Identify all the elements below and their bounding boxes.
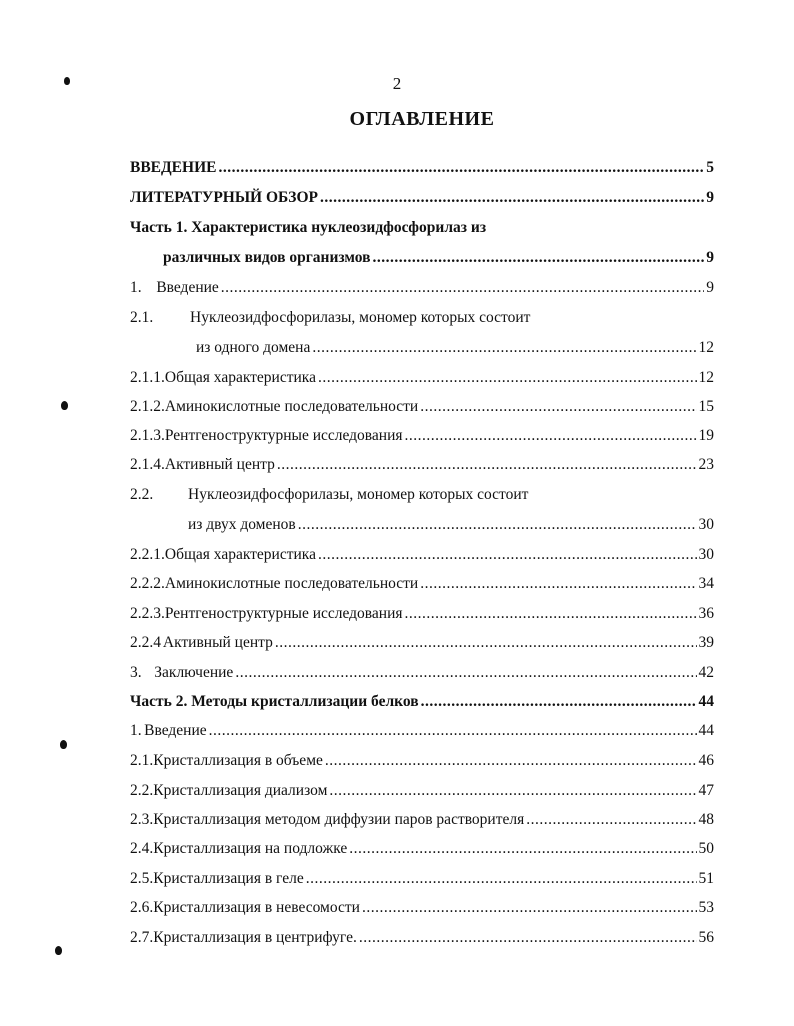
toc-leader (526, 809, 696, 831)
toc-entry-page: 30 (698, 516, 714, 533)
toc-entry-text: Введение (156, 279, 219, 296)
toc-entry-page: 9 (706, 249, 714, 266)
toc-entry-page: 9 (706, 189, 714, 206)
toc-entry-page: 19 (698, 427, 714, 444)
toc-entry (130, 544, 714, 566)
toc-entry-page: 5 (706, 159, 714, 176)
toc-entry-text: Нуклеозидфосфорилазы, мономер которых состоит (188, 486, 529, 503)
toc-entry (130, 307, 714, 329)
toc-entry-number: 2.7. (130, 929, 154, 946)
toc-entry-text: из двух доменов (188, 516, 296, 533)
toc-entry-text: Аминокислотные последовательности (164, 575, 419, 592)
page-number: 2 (392, 74, 402, 93)
toc-entry-page: 48 (698, 811, 714, 828)
toc-leader (320, 187, 704, 209)
toc-leader (405, 603, 697, 625)
toc-entry-page: 30 (698, 546, 714, 563)
toc-entry-number: 2.2. (130, 782, 154, 799)
toc-entry-text: из одного домена (196, 339, 311, 356)
toc-leader (362, 897, 697, 919)
toc-leader (209, 720, 697, 742)
toc-leader (277, 454, 697, 476)
toc-entry (130, 691, 714, 713)
toc-entry (130, 780, 714, 802)
toc-leader (349, 838, 696, 860)
scan-speck (55, 946, 62, 955)
toc-entry-page: 46 (698, 752, 714, 769)
toc-entry-page: 53 (698, 899, 714, 916)
toc-entry-number: 1. (130, 279, 142, 296)
toc-entry-text: Часть 1. Характеристика нуклеозидфосфорилаз из (130, 219, 487, 236)
toc-leader (318, 544, 697, 566)
toc-entry-page: 34 (698, 575, 714, 592)
toc-entry-number: 2.4. (130, 840, 154, 857)
toc-entry-page: 51 (698, 870, 714, 887)
toc-entry-text: Общая характеристика (164, 546, 316, 563)
toc-entry (163, 247, 714, 269)
toc-leader (325, 750, 697, 772)
toc-entry-number: 2.1. (130, 309, 154, 326)
toc-entry (130, 157, 714, 179)
toc-leader (221, 277, 704, 299)
toc-entry-text: различных видов организмов (163, 249, 371, 266)
toc-entry (188, 514, 714, 536)
toc-title: ОГЛАВЛЕНИЕ (349, 108, 495, 130)
toc-entry-text: Заключение (154, 664, 234, 681)
toc-entry-page: 12 (698, 339, 714, 356)
toc-entry (130, 603, 714, 625)
toc-entry (130, 454, 714, 476)
toc-entry (130, 897, 714, 919)
toc-entry-number: 2.2.2. (130, 575, 165, 592)
toc-entry-text: Кристаллизация в невесомости (153, 899, 360, 916)
toc-leader (318, 367, 697, 389)
toc-entry (130, 573, 714, 595)
toc-entry-number: 2.1.3. (130, 427, 165, 444)
toc-entry-page: 44 (698, 693, 714, 710)
toc-leader (275, 632, 697, 654)
toc-entry-text: Введение (144, 722, 207, 739)
toc-entry-text: Кристаллизация диализом (153, 782, 328, 799)
toc-leader (405, 425, 697, 447)
toc-leader (329, 780, 696, 802)
toc-entry (130, 396, 714, 418)
toc-entry-page: 36 (698, 605, 714, 622)
scan-speck (64, 77, 70, 85)
toc-entry-text: Нуклеозидфосфорилазы, мономер которых состоит (190, 309, 531, 326)
toc-entry-number: 2.1.2. (130, 398, 165, 415)
scan-speck (61, 401, 68, 410)
toc-entry-number: 2.2.1. (130, 546, 165, 563)
toc-entry-text: Кристаллизация в объеме (153, 752, 323, 769)
toc-entry-page: 39 (698, 634, 714, 651)
toc-entry (130, 367, 714, 389)
scan-speck (60, 740, 67, 749)
toc-entry-page: 23 (698, 456, 714, 473)
toc-entry-number: 2.2. (130, 486, 154, 503)
toc-entry (130, 187, 714, 209)
toc-leader (359, 927, 697, 949)
toc-entry-page: 47 (698, 782, 714, 799)
toc-leader (420, 573, 696, 595)
toc-entry (130, 484, 714, 506)
toc-entry-page: 44 (698, 722, 714, 739)
toc-leader (420, 396, 696, 418)
toc-entry-number: 2.2.3. (130, 605, 165, 622)
toc-entry-text: Кристаллизация в геле (153, 870, 304, 887)
toc-entry-number: 2.1.4. (130, 456, 165, 473)
toc-entry-text: Рентгеноструктурные исследования (164, 427, 403, 444)
toc-entry (130, 662, 714, 684)
toc-entry-text: Активный центр (162, 634, 273, 651)
toc-entry-number: 2.1. (130, 752, 154, 769)
toc-entry-number: 3. (130, 664, 142, 681)
toc-entry-page: 15 (698, 398, 714, 415)
toc-entry-page: 12 (698, 369, 714, 386)
toc-entry-number: 1. (130, 722, 142, 739)
toc-entry-page: 56 (698, 929, 714, 946)
toc-entry-text: Рентгеноструктурные исследования (164, 605, 403, 622)
toc-entry (130, 217, 714, 239)
toc-leader (373, 247, 705, 269)
toc-entry-text: Общая характеристика (164, 369, 316, 386)
toc-entry-page: 50 (698, 840, 714, 857)
toc-entry-text: Часть 2. Методы кристаллизации белков (130, 693, 419, 710)
toc-entry-text: Аминокислотные последовательности (164, 398, 419, 415)
toc-entry (196, 337, 714, 359)
toc-entry-text: Кристаллизация в центрифуге. (153, 929, 357, 946)
toc-entry-page: 42 (698, 664, 714, 681)
toc-leader (218, 157, 704, 179)
toc-entry (130, 868, 714, 890)
toc-entry-text: Активный центр (164, 456, 275, 473)
toc-leader (235, 662, 696, 684)
toc-entry-text: Кристаллизация на подложке (153, 840, 348, 857)
toc-entry (130, 750, 714, 772)
toc-leader (421, 691, 697, 713)
toc-entry (130, 927, 714, 949)
toc-leader (312, 337, 696, 359)
toc-entry-number: 2.6. (130, 899, 154, 916)
toc-entry (130, 809, 714, 831)
toc-entry (130, 277, 714, 299)
toc-entry (130, 425, 714, 447)
toc-entry-number: 2.5. (130, 870, 154, 887)
toc-entry-number: 2.3. (130, 811, 154, 828)
toc-leader (306, 868, 697, 890)
toc-entry-number: 2.2.4 (130, 634, 161, 651)
toc-entry-number: 2.1.1. (130, 369, 165, 386)
toc-entry (130, 632, 714, 654)
toc-entry (130, 720, 714, 742)
toc-entry-text: Кристаллизация методом диффузии паров растворителя (153, 811, 525, 828)
toc-entry (130, 838, 714, 860)
toc-entry-page: 9 (706, 279, 714, 296)
toc-leader (298, 514, 697, 536)
toc-entry-text: ЛИТЕРАТУРНЫЙ ОБЗОР (130, 189, 318, 206)
toc-entry-text: ВВЕДЕНИЕ (130, 159, 217, 176)
